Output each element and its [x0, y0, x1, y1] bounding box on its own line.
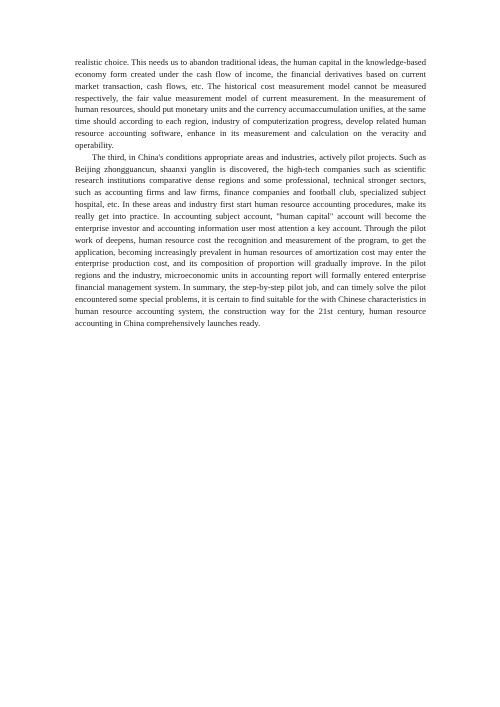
paragraph-pilot-projects: The third, in China's conditions appropriate areas and industries, actively pilot projects. Such as Beijing zhongguancun, shaanxi yanglin is discovered, the high-tech companies such as scientific research institutions comparative dense regions and some professional, technical stronger sectors, such as accounting firms and law firms, finance companies and football club, specialized subject hospital, etc. In these areas and industry first start human resource accounting procedures, make its really get into practice. In accounting subject account, "human capital" account will become the enterprise investor and accounting information user most attention a key account. Through the pilot work of deepens, human resource cost the recognition and measurement of the program, to get the application, becoming increasingly prevalent in human resources of amortization cost may enter the enterprise production cost, and its composition of proportion will gradually improve. In the pilot regions and the industry, microeconomic units in accounting report will formally entered enterprise financial management system. In summary, the step-by-step pilot job, and can timely solve the pilot encountered some special problems, it is certain to find suitable for the with Chinese characteristics in human resource accounting system, the construction way for the 21st century, human resource accounting in China comprehensively launches ready. — [75, 151, 426, 328]
body-text — [75, 57, 426, 329]
paragraph-continuation: realistic choice. This needs us to abandon traditional ideas, the human capital in the knowledge-based economy form created under the cash flow of income, the financial derivatives based on current market transaction, cash flows, etc. The historical cost measurement model cannot be measured respectively, the fair value measurement model of current measurement. In the measurement of human resources, should put monetary units and the currency accumaccumulation unifies, at the same time should according to each region, industry of computerization progress, develop related human resource accounting software, enhance in its measurement and calculation on the veracity and operability. — [75, 57, 426, 150]
